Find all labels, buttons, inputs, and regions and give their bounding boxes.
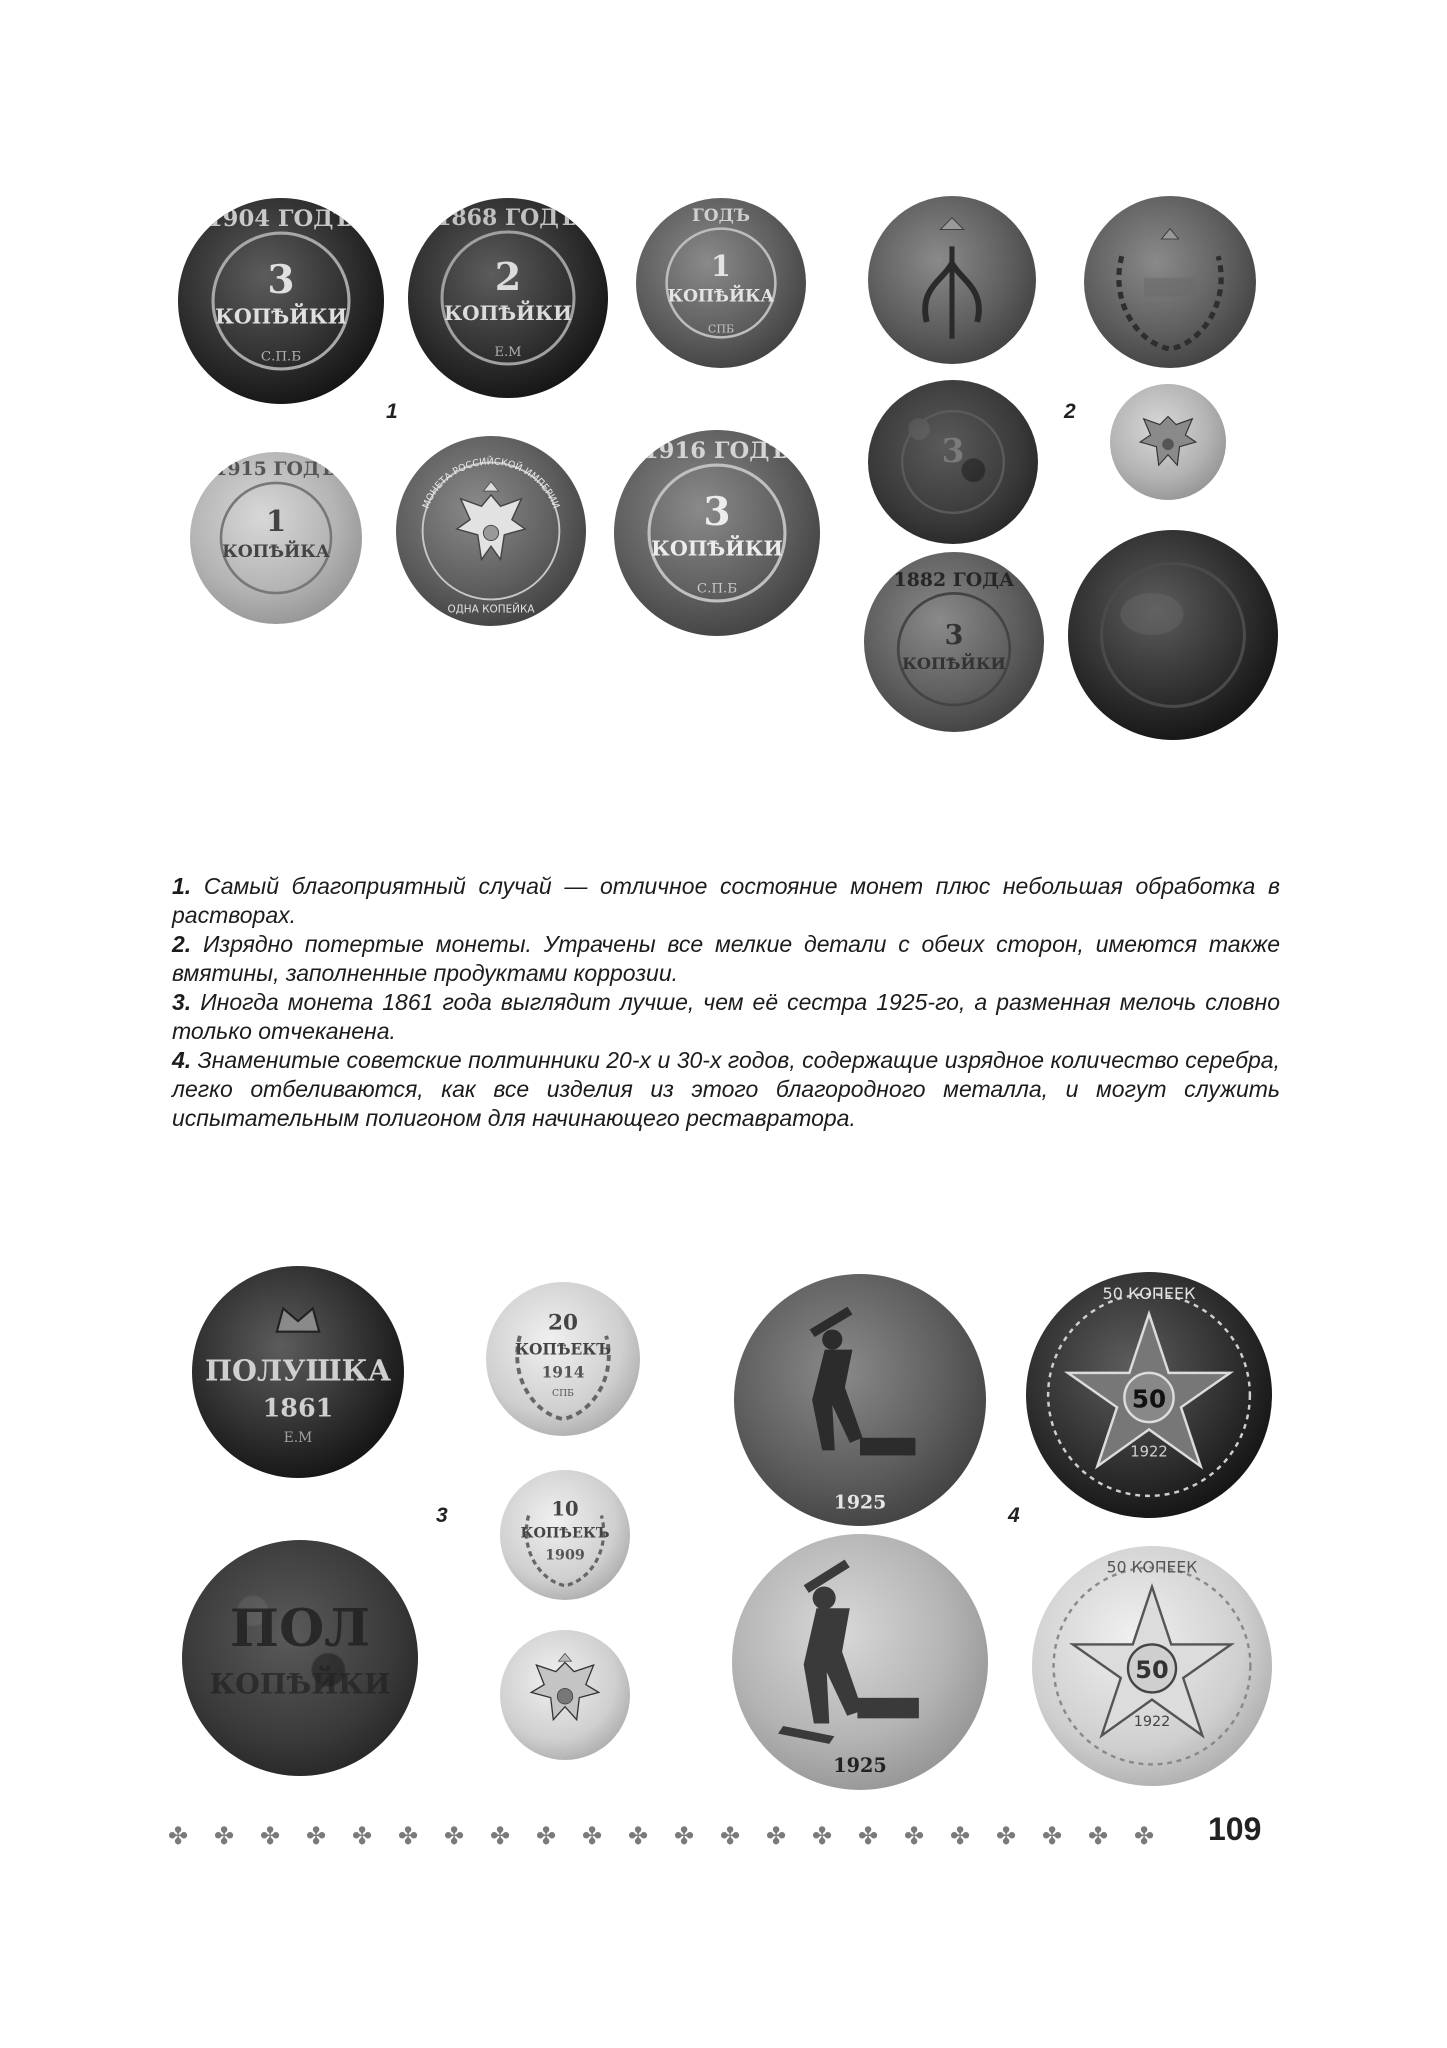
coin-denomination: 3 <box>703 488 731 535</box>
coin-year: 1914 <box>541 1363 585 1382</box>
coin-1-kopeck-worn <box>636 198 806 368</box>
caption-number: 1. <box>172 873 192 899</box>
ornament-icon: ✤ <box>674 1822 695 1850</box>
caption-text: Изрядно потертые монеты. Утрачены все мелкие детали с обеих сторон, имеются также вмятины, заполненные продуктами коррозии. <box>172 931 1280 986</box>
caption-text: Иногда монета 1861 года выглядит лучше, чем её сестра 1925-го, а разменная мелочь словно только отчеканена. <box>172 989 1280 1044</box>
ornament-icon: ✤ <box>168 1822 189 1850</box>
double-eagle-icon <box>1140 416 1196 465</box>
coin-face <box>190 452 362 624</box>
coin-mint: Е.М <box>494 345 522 360</box>
ornament-icon: ✤ <box>950 1822 971 1850</box>
coin-denomination: 3 <box>941 431 965 470</box>
double-eagle-icon <box>457 482 525 560</box>
coin-silver-eagle <box>500 1630 630 1760</box>
coin-face <box>182 1540 418 1776</box>
coin-1904-3-kopecks <box>178 198 384 404</box>
coin-face <box>864 552 1044 732</box>
coin-bottom-text: ОДНА КОПЕЙКА <box>447 603 535 616</box>
coin-denomination: 1 <box>710 249 732 284</box>
coin-1861-polushka <box>192 1266 404 1478</box>
coin-mint: СПБ <box>552 1387 574 1399</box>
coin-unit: КОПѢЙКИ <box>443 301 573 325</box>
coin-face <box>1026 1272 1272 1518</box>
coin-wreath-worn <box>1084 196 1256 368</box>
coin-unit: КОПѢЙКА <box>222 541 330 562</box>
coin-eagle-reverse <box>396 436 586 626</box>
coin-1916-3-kopecks <box>614 430 820 636</box>
coin-face <box>500 1630 630 1760</box>
coin-top-text: 1916 ГОДЪ <box>642 437 792 464</box>
smith-figure-icon <box>778 1560 919 1744</box>
caption-item-2 <box>172 930 1280 988</box>
wreath-icon <box>1119 256 1221 349</box>
coin-top-text: 50 КОПЕЕК <box>1102 1284 1196 1304</box>
ornament-icon: ✤ <box>490 1822 511 1850</box>
coin-unit: КОПѢЙКА <box>667 286 775 307</box>
coin-1914-20-kopecks <box>486 1282 640 1436</box>
coin-top-text: 1904 ГОДЪ <box>206 205 356 232</box>
coin-face <box>868 196 1036 364</box>
coin-denomination: 50 <box>1135 1656 1169 1684</box>
caption-item-1 <box>172 872 1280 930</box>
coin-face <box>486 1282 640 1436</box>
coin-unit: КОПѢЙКИ <box>902 654 1006 673</box>
ornament-icon: ✤ <box>812 1822 833 1850</box>
coin-1868-2-kopecks <box>408 198 608 398</box>
caption-text: Самый благоприятный случай — отличное состояние монет плюс небольшая обработка в растворах. <box>172 873 1280 928</box>
coin-top-text: МОНЕТА РОССИЙСКОЙ ИМПЕРИИ <box>420 456 562 511</box>
coin-mint: СПБ <box>707 322 735 336</box>
ornament-icon: ✤ <box>306 1822 327 1850</box>
coin-face <box>1068 530 1278 740</box>
ornament-icon: ✤ <box>1042 1822 1063 1850</box>
coin-year: 1861 <box>262 1392 334 1423</box>
coin-denomination: 20 <box>548 1310 578 1336</box>
coin-face <box>1110 384 1226 500</box>
coin-year: 1922 <box>1130 1443 1168 1461</box>
coin-year: 1922 <box>1133 1714 1171 1730</box>
coin-top-text: 50 КОПЕЕК <box>1106 1558 1198 1577</box>
crown-icon <box>277 1308 319 1331</box>
figure-label-2: 2 <box>1064 400 1076 423</box>
coin-face <box>1084 196 1256 368</box>
figure-label-3: 3 <box>436 1504 448 1527</box>
caption-item-4 <box>172 1046 1280 1133</box>
coin-face <box>500 1470 630 1600</box>
coin-top-text: 1915 ГОДЪ <box>214 458 338 481</box>
ornament-icon: ✤ <box>766 1822 787 1850</box>
ornament-icon: ✤ <box>444 1822 465 1850</box>
ornament-icon: ✤ <box>858 1822 879 1850</box>
coin-face <box>1032 1546 1272 1786</box>
coin-face <box>636 198 806 368</box>
coin-mint: С.П.Б <box>696 581 738 597</box>
coin-face <box>178 198 384 404</box>
coin-face <box>614 430 820 636</box>
coin-top-text: 1868 ГОДЪ <box>436 205 580 231</box>
ornament-icon: ✤ <box>904 1822 925 1850</box>
coin-denomination: 1 <box>265 504 287 539</box>
ornament-icon: ✤ <box>582 1822 603 1850</box>
coin-unit: ПОЛУШКА <box>204 1353 392 1388</box>
coin-denomination: ПОЛ <box>229 1598 371 1660</box>
coin-monogram-worn <box>868 196 1036 364</box>
caption-item-3 <box>172 988 1280 1046</box>
ornament-icon: ✤ <box>1088 1822 1109 1850</box>
figure-caption <box>172 872 1280 1133</box>
smith-figure-icon <box>810 1307 916 1456</box>
coin-unit: КОПѢЕКЪ <box>515 1340 611 1359</box>
caption-number: 3. <box>172 989 192 1015</box>
coin-year: 1925 <box>833 1491 887 1514</box>
caption-text: Знаменитые советские полтинники 20-х и 30-х годов, содержащие изрядное количество серебра, легко отбеливаются, как все изделия из этого благородного металла, и могут служить испытательным полигоном для начинающего реставратора. <box>172 1047 1280 1131</box>
ornament-icon: ✤ <box>1134 1822 1155 1850</box>
ornament-icon: ✤ <box>398 1822 419 1850</box>
coin-denomination: 3 <box>944 619 964 651</box>
coin-1925-poltinnik-clean <box>732 1534 988 1790</box>
coin-mint: Е.М <box>283 1429 313 1446</box>
ornament-icon: ✤ <box>260 1822 281 1850</box>
coin-1882-3-kopecks <box>864 552 1044 732</box>
coin-small-eagle <box>1110 384 1226 500</box>
coin-face <box>734 1274 986 1526</box>
coin-3-kopecks-corroded <box>868 380 1038 544</box>
coin-1922-50-kopecks-dark <box>1026 1272 1272 1518</box>
footer-ornament-row <box>168 1818 1180 1854</box>
coin-top-text: 1882 ГОДА <box>893 569 1015 592</box>
coin-face <box>396 436 586 626</box>
ornament-icon: ✤ <box>996 1822 1017 1850</box>
coin-denomination: 50 <box>1131 1384 1167 1414</box>
coin-year: 1909 <box>545 1547 585 1564</box>
caption-number: 4. <box>172 1047 192 1073</box>
coin-face <box>868 380 1038 544</box>
coin-1915-1-kopeck <box>190 452 362 624</box>
ornament-icon: ✤ <box>628 1822 649 1850</box>
ornament-icon: ✤ <box>352 1822 373 1850</box>
coin-top-text: ГОДЪ <box>692 205 750 226</box>
ornament-icon: ✤ <box>214 1822 235 1850</box>
ornament-icon: ✤ <box>720 1822 741 1850</box>
ornament-icon: ✤ <box>536 1822 557 1850</box>
caption-number: 2. <box>172 931 192 957</box>
coin-year: 1925 <box>833 1754 887 1778</box>
coin-face <box>732 1534 988 1790</box>
monogram-icon <box>925 218 979 339</box>
coin-unit: КОПѢЙКИ <box>209 1666 391 1701</box>
coin-denomination: 3 <box>267 256 295 303</box>
coin-unit: КОПѢЙКИ <box>651 536 783 561</box>
coin-1909-10-kopecks <box>500 1470 630 1600</box>
coin-1925-poltinnik-worn <box>734 1274 986 1526</box>
coin-face <box>408 198 608 398</box>
coin-unit: КОПѢЙКИ <box>215 304 347 329</box>
coin-unit: КОПѢЕКЪ <box>520 1525 610 1542</box>
coin-denomination: 10 <box>551 1497 579 1521</box>
figure-label-1: 1 <box>386 400 398 423</box>
figure-label-4: 4 <box>1008 1504 1020 1527</box>
coin-1925-pol-kopeyki <box>182 1540 418 1776</box>
coin-denomination: 2 <box>494 254 522 299</box>
double-eagle-icon <box>531 1653 599 1719</box>
coin-mint: С.П.Б <box>260 349 302 365</box>
coin-1922-50-kopecks-light <box>1032 1546 1272 1786</box>
coin-face <box>192 1266 404 1478</box>
coin-large-worn <box>1068 530 1278 740</box>
page-number: 109 <box>1208 1811 1262 1847</box>
